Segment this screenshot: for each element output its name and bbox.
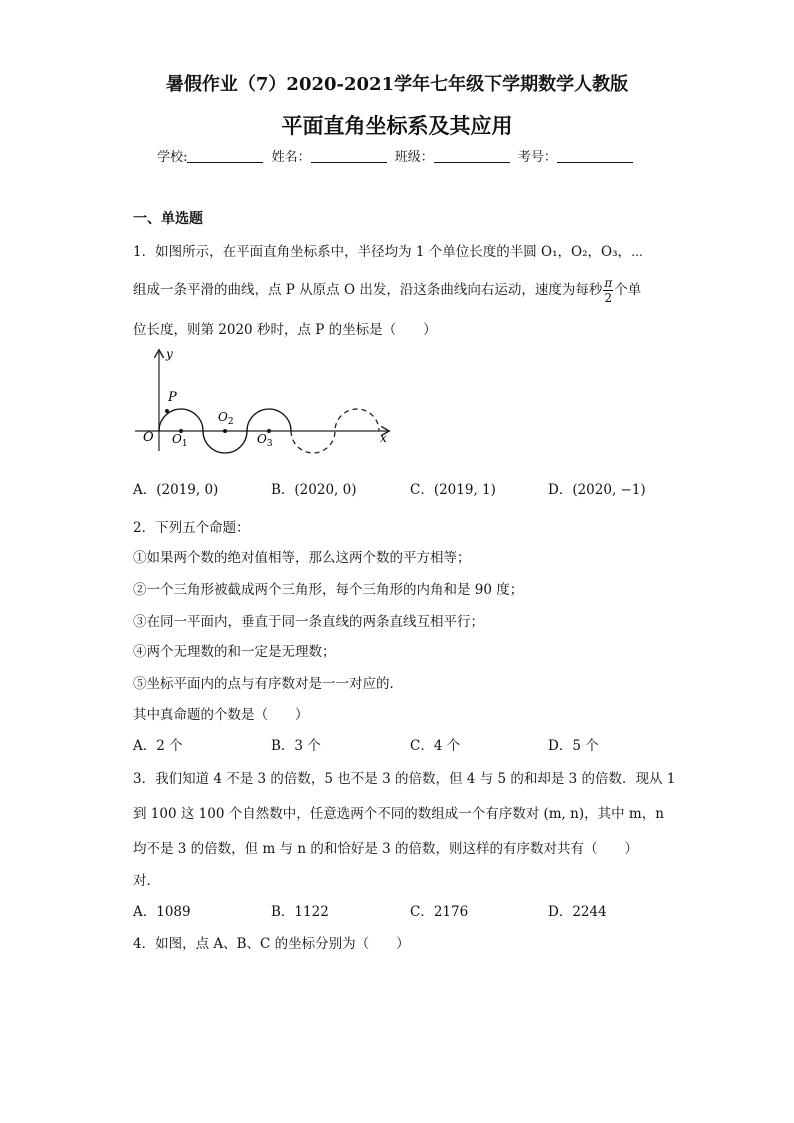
q2-item-4: ④两个无理数的和一定是无理数；: [133, 644, 336, 660]
q2-item-3: ③在同一平面内，垂直于同一条直线的两条直线互相平行；: [133, 614, 484, 630]
name-blank: [311, 150, 387, 163]
q3-option-b[interactable]: B．1122: [271, 904, 329, 920]
q2-item-1: ①如果两个数的绝对值相等，那么这两个数的平方相等；: [133, 550, 471, 566]
school-label: 学校:: [157, 150, 188, 165]
q3-line-3: 均不是 3 的倍数，但 m 与 n 的和恰好是 3 的倍数，则这样的有序数对共有（ ）: [133, 841, 639, 857]
speed-fraction: [603, 276, 613, 305]
exam-number-blank: [557, 150, 633, 163]
q2-title: 2．下列五个命题：: [133, 520, 250, 536]
q2-option-b[interactable]: B．3 个: [271, 738, 321, 754]
origin-label: O: [143, 430, 154, 445]
name-label: 姓名：: [271, 150, 311, 165]
o2-subscript: 2: [227, 417, 234, 427]
q2-option-a[interactable]: A．2 个: [133, 738, 183, 754]
o2-label: [218, 410, 234, 427]
section-title: 一、单选题: [133, 211, 203, 227]
q2-option-c[interactable]: C．4 个: [410, 738, 461, 754]
x-axis-label: x: [380, 431, 387, 445]
o3-subscript: 3: [266, 439, 273, 449]
q4-line-1: 4．如图，点 A、B、C 的坐标分别为（ ）: [133, 936, 410, 952]
page-title: 暑假作业（7）2020-2021学年七年级下学期数学人教版: [165, 74, 629, 95]
class-blank: [434, 150, 510, 163]
p-label: P: [168, 390, 177, 405]
o2-point: [223, 429, 227, 433]
class-label: 班级：: [394, 150, 434, 165]
o3-label: [257, 432, 273, 449]
q1-option-d[interactable]: D．(2020, −1): [548, 482, 646, 498]
q1-line-2a: 组成一条平滑的曲线，点 P 从原点 O 出发，沿这条曲线向右运动，速度为每秒: [133, 282, 603, 298]
q1-line-2b: 个单: [614, 282, 642, 298]
q3-line-4: 对．: [133, 873, 160, 889]
q1-option-a[interactable]: A．(2019, 0): [133, 482, 219, 498]
fraction-numerator: π: [604, 276, 613, 290]
o1-subscript: 1: [181, 439, 188, 449]
student-info-row: [0, 146, 794, 165]
q3-option-d[interactable]: D．2244: [548, 904, 607, 920]
y-axis-label: y: [166, 347, 173, 361]
q1-line-1: 1．如图所示，在平面直角坐标系中，半径均为 1 个单位长度的半圆 O₁，O₂，O₃，⋯: [133, 244, 644, 260]
q1-figure: [133, 345, 398, 455]
o3-letter: O: [257, 432, 267, 446]
page-subtitle: 平面直角坐标系及其应用: [281, 113, 513, 138]
q2-question: 其中真命题的个数是（ ）: [133, 707, 309, 723]
o1-label: [172, 432, 188, 449]
q2-item-5: ⑤坐标平面内的点与有序数对是一一对应的．: [133, 676, 403, 692]
q3-line-2: 到 100 这 100 个自然数中，任意选两个不同的数组成一个有序数对 (m, n)，其中 m，n: [133, 806, 664, 822]
q3-option-c[interactable]: C．2176: [410, 904, 469, 920]
q3-line-1: 3．我们知道 4 不是 3 的倍数，5 也不是 3 的倍数，但 4 与 5 的和却是 3 的倍数．现从 1: [133, 771, 676, 787]
p-point: [165, 409, 169, 413]
q1-line-3: 位长度，则第 2020 秒时，点 P 的坐标是（ ）: [133, 322, 437, 338]
q1-option-b[interactable]: B．(2020, 0): [271, 482, 357, 498]
exam-number-label: 考号：: [517, 150, 557, 165]
fraction-denominator: 2: [604, 291, 613, 305]
o1-letter: O: [172, 432, 182, 446]
q3-option-a[interactable]: A．1089: [133, 904, 191, 920]
o2-letter: O: [218, 410, 228, 424]
q1-option-c[interactable]: C．(2019, 1): [410, 482, 496, 498]
o3-point: [267, 429, 271, 433]
school-blank: [187, 150, 263, 163]
q2-item-2: ②一个三角形被截成两个三角形，每个三角形的内角和是 90 度；: [133, 582, 524, 598]
q1-line-2: [133, 276, 641, 305]
q2-option-d[interactable]: D．5 个: [548, 738, 599, 754]
